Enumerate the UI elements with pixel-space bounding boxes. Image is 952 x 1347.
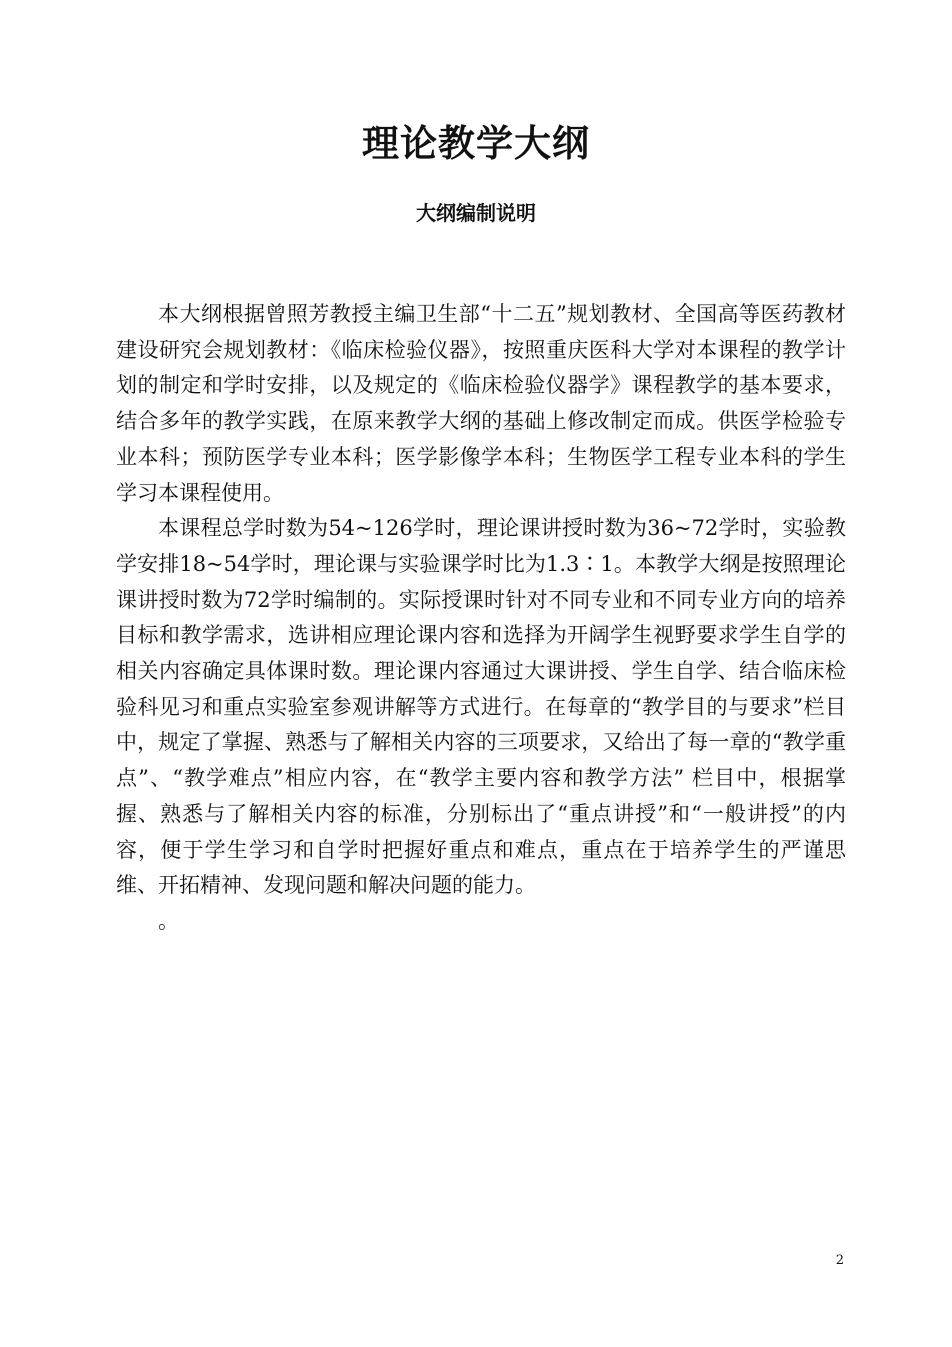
body-paragraph: 本课程总学时数为54~126学时，理论课讲授时数为36~72学时，实验教学安排18~54学时，理论课与实验课学时比为1.3∶1。本教学大纲是按照理论课讲授时数为72学时编制的。实际授课时针对不同专业和不同专业方向的培养目标和教学需求，选讲相应理论课内容和选择为开阔学生视野要求学生自学的相关内容确定具体课时数。理论课内容通过大课讲授、学生自学、结合临床检验科见习和重点实验室参观讲解等方式进行。在每章的“教学目的与要求”栏目中，规定了掌握、熟悉与了解相关内容的三项要求，又给出了每一章的“教学重点”、“教学难点”相应内容，在“教学主要内容和教学方法” 栏目中，根据掌握、熟悉与了解相关内容的标准，分别标出了“重点讲授”和“一般讲授”的内容，便于学生学习和自学时把握好重点和难点，重点在于培养学生的严谨思维、开拓精神、发现问题和解决问题的能力。 [116,516,846,898]
body-paragraph: 本大纲根据曾照芳教授主编卫生部“十二五”规划教材、全国高等医药教材建设研究会规划教材：《临床检验仪器》，按照重庆医科大学对本课程的教学计划的制定和学时安排，以及规定的《临床检验仪器学》课程教学的基本要求，结合多年的教学实践，在原来教学大纲的基础上修改制定而成。供医学检验专业本科；预防医学专业本科；医学影像学本科；生物医学工程专业本科的学生学习本课程使用。 [116,302,846,505]
section-subtitle: 大纲编制说明 [416,201,536,225]
document-body [116,297,846,940]
trailing-mark: 。 [158,908,179,933]
page-title: 理论教学大纲 [362,122,590,165]
page-number: 2 [835,1253,844,1268]
